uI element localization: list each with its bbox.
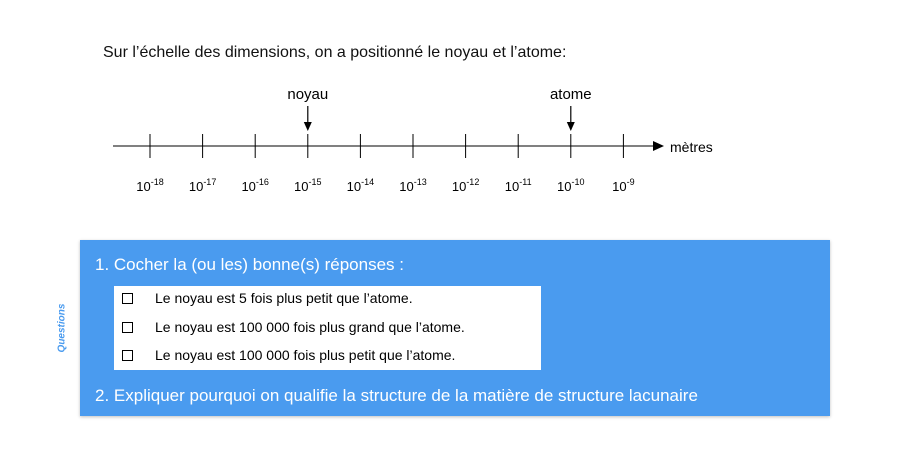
scale-tick-label: $10^{-9}$ [612,177,635,194]
checkbox-icon[interactable] [122,293,133,304]
scale-tick-label: $10^{-14}$ [346,177,375,194]
scale-tick-label: $10^{-12}$ [451,177,480,194]
scale-tick-label: $10^{-15}$ [294,177,322,194]
answer-label: Le noyau est 100 000 fois plus grand que l’atome. [155,319,465,335]
scale-tick-label: $10^{-10}$ [557,177,585,194]
scale-tick-label: $10^{-13}$ [399,177,427,194]
checkbox-icon[interactable] [122,322,133,333]
answer-option-1[interactable] [122,288,413,308]
answer-option-2[interactable] [122,317,465,337]
scale-unit-label: mètres [670,139,713,155]
questions-panel [80,240,830,416]
answer-option-3[interactable] [122,345,455,365]
scale-tick-label: $10^{-16}$ [241,177,269,194]
answer-label: Le noyau est 100 000 fois plus petit que l’atome. [155,347,456,363]
marker-label: atome [549,86,592,103]
down-arrow-icon [567,122,575,131]
dimension-scale [0,0,900,230]
scale-tick-label: $10^{-11}$ [504,177,532,194]
marker-label: noyau [287,86,329,103]
question-1: 1. Cocher la (ou les) bonne(s) réponses : [95,255,404,274]
down-arrow-icon [304,122,312,131]
scale-markers [287,86,591,131]
intro-text: Sur l’échelle des dimensions, on a positionné le noyau et l’atome: [103,44,567,61]
scale-tick-label: $10^{-17}$ [188,177,217,194]
questions-side-label: Questions [56,303,68,353]
checkbox-icon[interactable] [122,350,133,361]
scale-tick-label: $10^{-18}$ [136,177,164,194]
scale-arrow-head [653,141,664,151]
question-2: 2. Expliquer pourquoi on qualifie la structure de la matière de structure lacunaire [95,386,698,405]
scale-ticks [136,134,634,194]
answers-box [114,286,541,370]
answer-label: Le noyau est 5 fois plus petit que l’atome. [155,290,413,306]
